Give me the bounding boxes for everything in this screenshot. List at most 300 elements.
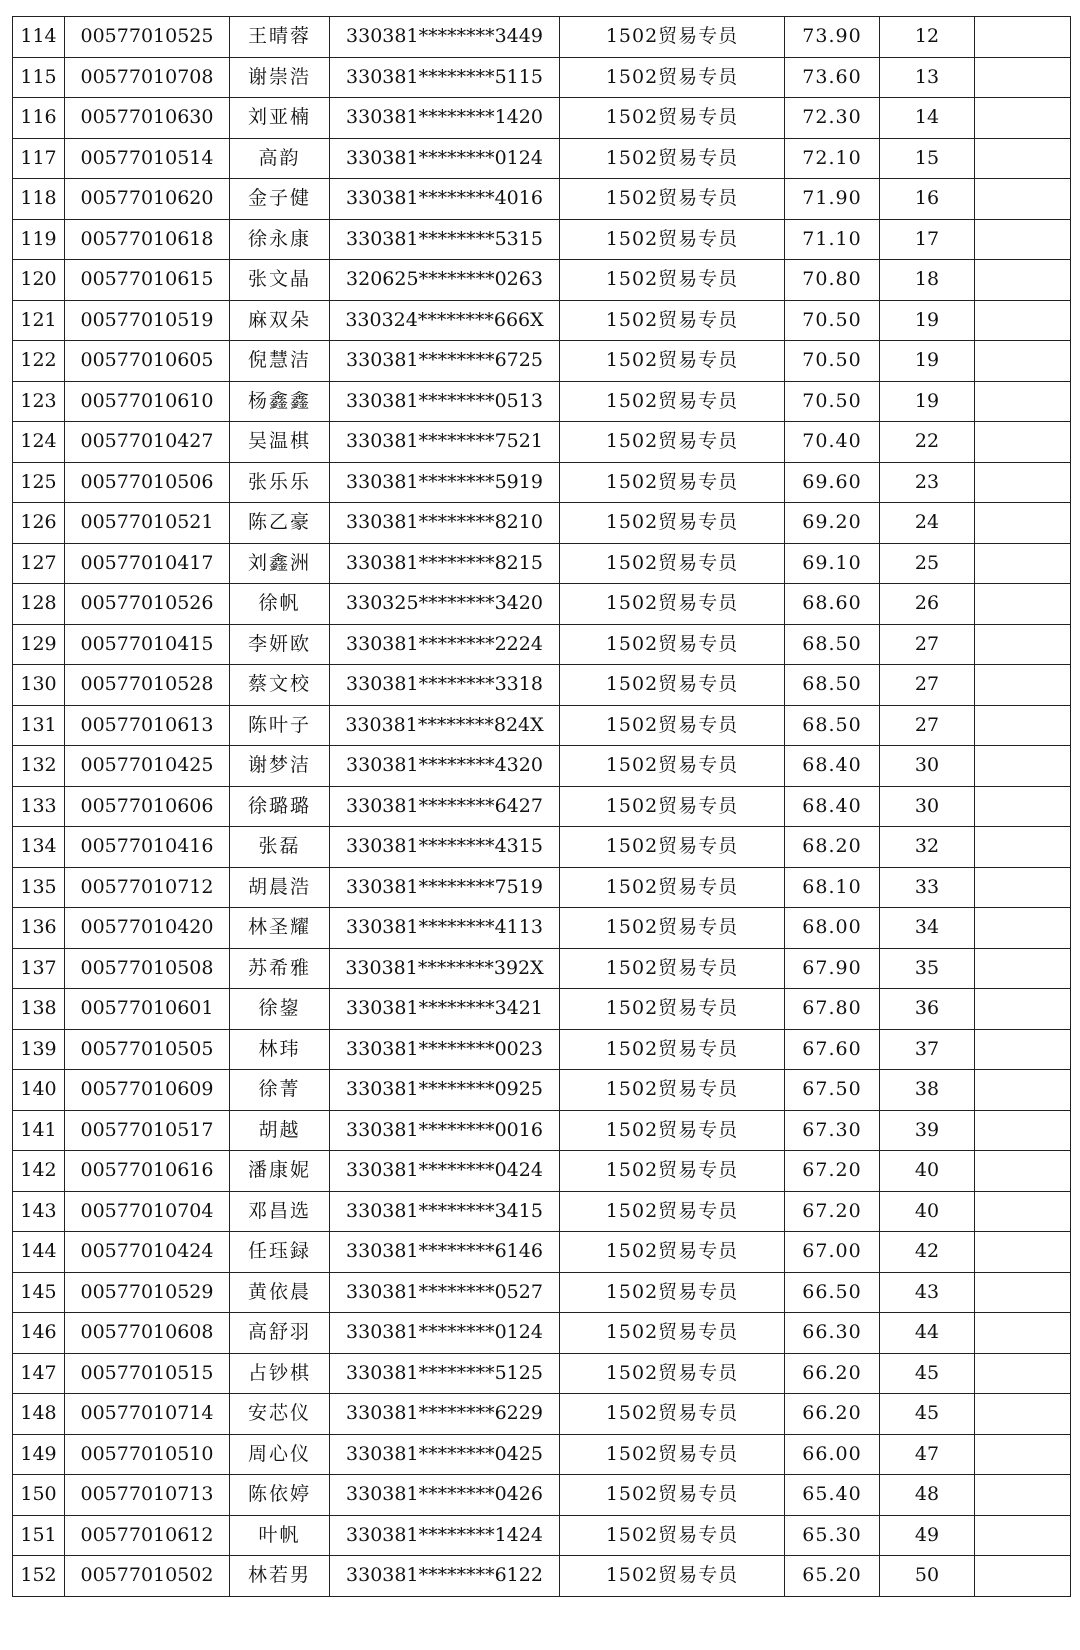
- exam-id-cell: 00577010529: [65, 1272, 230, 1313]
- candidate-name-cell: 蔡文校: [230, 665, 330, 706]
- rank-cell: 30: [880, 746, 975, 787]
- id-number-cell: 330324********666X: [330, 300, 560, 341]
- exam-id-cell: 00577010616: [65, 1151, 230, 1192]
- candidate-name-cell: 谢崇浩: [230, 57, 330, 98]
- position-cell: 1502贸易专员: [560, 867, 785, 908]
- position-cell: 1502贸易专员: [560, 1556, 785, 1597]
- table-row: [13, 1313, 1071, 1354]
- id-number-cell: 330381********2224: [330, 624, 560, 665]
- score-cell: 67.00: [785, 1232, 880, 1273]
- note-cell: [975, 908, 1071, 949]
- note-cell: [975, 1110, 1071, 1151]
- rank-cell: 35: [880, 948, 975, 989]
- table-row: [13, 786, 1071, 827]
- position-cell: 1502贸易专员: [560, 1353, 785, 1394]
- table-row: [13, 1394, 1071, 1435]
- id-number-cell: 330381********4315: [330, 827, 560, 868]
- row-number-cell: 151: [13, 1515, 65, 1556]
- note-cell: [975, 584, 1071, 625]
- row-number-cell: 139: [13, 1029, 65, 1070]
- exam-id-cell: 00577010425: [65, 746, 230, 787]
- score-cell: 68.20: [785, 827, 880, 868]
- rank-cell: 23: [880, 462, 975, 503]
- row-number-cell: 137: [13, 948, 65, 989]
- exam-id-cell: 00577010506: [65, 462, 230, 503]
- score-cell: 65.20: [785, 1556, 880, 1597]
- position-cell: 1502贸易专员: [560, 908, 785, 949]
- exam-id-cell: 00577010515: [65, 1353, 230, 1394]
- table-row: [13, 665, 1071, 706]
- candidate-name-cell: 王晴蓉: [230, 17, 330, 58]
- note-cell: [975, 948, 1071, 989]
- row-number-cell: 150: [13, 1475, 65, 1516]
- row-number-cell: 131: [13, 705, 65, 746]
- row-number-cell: 116: [13, 98, 65, 139]
- note-cell: [975, 1556, 1071, 1597]
- rank-cell: 50: [880, 1556, 975, 1597]
- score-cell: 67.50: [785, 1070, 880, 1111]
- table-row: [13, 462, 1071, 503]
- score-cell: 68.40: [785, 786, 880, 827]
- row-number-cell: 128: [13, 584, 65, 625]
- id-number-cell: 330381********0124: [330, 138, 560, 179]
- note-cell: [975, 705, 1071, 746]
- results-table-body: [13, 17, 1071, 1597]
- exam-id-cell: 00577010510: [65, 1434, 230, 1475]
- rank-cell: 17: [880, 219, 975, 260]
- rank-cell: 19: [880, 300, 975, 341]
- note-cell: [975, 1353, 1071, 1394]
- candidate-name-cell: 邓昌选: [230, 1191, 330, 1232]
- id-number-cell: 330381********3415: [330, 1191, 560, 1232]
- position-cell: 1502贸易专员: [560, 543, 785, 584]
- score-cell: 66.20: [785, 1353, 880, 1394]
- results-table: [12, 16, 1071, 1597]
- row-number-cell: 152: [13, 1556, 65, 1597]
- position-cell: 1502贸易专员: [560, 1515, 785, 1556]
- score-cell: 67.80: [785, 989, 880, 1030]
- id-number-cell: 330381********4113: [330, 908, 560, 949]
- rank-cell: 13: [880, 57, 975, 98]
- id-number-cell: 330381********5125: [330, 1353, 560, 1394]
- row-number-cell: 145: [13, 1272, 65, 1313]
- candidate-name-cell: 林若男: [230, 1556, 330, 1597]
- note-cell: [975, 17, 1071, 58]
- position-cell: 1502贸易专员: [560, 341, 785, 382]
- table-row: [13, 1151, 1071, 1192]
- candidate-name-cell: 刘亚楠: [230, 98, 330, 139]
- rank-cell: 40: [880, 1151, 975, 1192]
- position-cell: 1502贸易专员: [560, 503, 785, 544]
- note-cell: [975, 300, 1071, 341]
- row-number-cell: 136: [13, 908, 65, 949]
- row-number-cell: 115: [13, 57, 65, 98]
- note-cell: [975, 665, 1071, 706]
- score-cell: 68.50: [785, 665, 880, 706]
- exam-id-cell: 00577010420: [65, 908, 230, 949]
- id-number-cell: 330381********6427: [330, 786, 560, 827]
- id-number-cell: 330381********0513: [330, 381, 560, 422]
- position-cell: 1502贸易专员: [560, 1070, 785, 1111]
- id-number-cell: 330381********0925: [330, 1070, 560, 1111]
- row-number-cell: 117: [13, 138, 65, 179]
- exam-id-cell: 00577010618: [65, 219, 230, 260]
- row-number-cell: 138: [13, 989, 65, 1030]
- score-cell: 67.20: [785, 1191, 880, 1232]
- exam-id-cell: 00577010620: [65, 179, 230, 220]
- table-row: [13, 300, 1071, 341]
- row-number-cell: 114: [13, 17, 65, 58]
- id-number-cell: 330381********0016: [330, 1110, 560, 1151]
- id-number-cell: 330381********6229: [330, 1394, 560, 1435]
- exam-id-cell: 00577010415: [65, 624, 230, 665]
- candidate-name-cell: 刘鑫洲: [230, 543, 330, 584]
- id-number-cell: 330381********6122: [330, 1556, 560, 1597]
- id-number-cell: 330381********0424: [330, 1151, 560, 1192]
- rank-cell: 45: [880, 1394, 975, 1435]
- candidate-name-cell: 李妍欧: [230, 624, 330, 665]
- id-number-cell: 330381********5115: [330, 57, 560, 98]
- table-row: [13, 422, 1071, 463]
- rank-cell: 37: [880, 1029, 975, 1070]
- id-number-cell: 330381********392X: [330, 948, 560, 989]
- exam-id-cell: 00577010606: [65, 786, 230, 827]
- position-cell: 1502贸易专员: [560, 1110, 785, 1151]
- position-cell: 1502贸易专员: [560, 422, 785, 463]
- exam-id-cell: 00577010427: [65, 422, 230, 463]
- candidate-name-cell: 张文晶: [230, 260, 330, 301]
- id-number-cell: 330381********5315: [330, 219, 560, 260]
- exam-id-cell: 00577010505: [65, 1029, 230, 1070]
- row-number-cell: 126: [13, 503, 65, 544]
- id-number-cell: 330381********0527: [330, 1272, 560, 1313]
- position-cell: 1502贸易专员: [560, 17, 785, 58]
- row-number-cell: 124: [13, 422, 65, 463]
- table-row: [13, 624, 1071, 665]
- score-cell: 71.10: [785, 219, 880, 260]
- exam-id-cell: 00577010601: [65, 989, 230, 1030]
- id-number-cell: 330381********5919: [330, 462, 560, 503]
- candidate-name-cell: 潘康妮: [230, 1151, 330, 1192]
- score-cell: 66.30: [785, 1313, 880, 1354]
- id-number-cell: 330381********6725: [330, 341, 560, 382]
- table-row: [13, 98, 1071, 139]
- exam-id-cell: 00577010514: [65, 138, 230, 179]
- table-row: [13, 948, 1071, 989]
- table-row: [13, 827, 1071, 868]
- rank-cell: 16: [880, 179, 975, 220]
- rank-cell: 39: [880, 1110, 975, 1151]
- score-cell: 70.40: [785, 422, 880, 463]
- table-row: [13, 1029, 1071, 1070]
- table-row: [13, 503, 1071, 544]
- position-cell: 1502贸易专员: [560, 746, 785, 787]
- row-number-cell: 135: [13, 867, 65, 908]
- exam-id-cell: 00577010608: [65, 1313, 230, 1354]
- note-cell: [975, 138, 1071, 179]
- id-number-cell: 330381********0425: [330, 1434, 560, 1475]
- candidate-name-cell: 叶帆: [230, 1515, 330, 1556]
- id-number-cell: 330381********3449: [330, 17, 560, 58]
- rank-cell: 24: [880, 503, 975, 544]
- note-cell: [975, 867, 1071, 908]
- rank-cell: 12: [880, 17, 975, 58]
- table-row: [13, 1232, 1071, 1273]
- rank-cell: 40: [880, 1191, 975, 1232]
- score-cell: 68.50: [785, 624, 880, 665]
- score-cell: 68.60: [785, 584, 880, 625]
- position-cell: 1502贸易专员: [560, 1232, 785, 1273]
- table-row: [13, 1191, 1071, 1232]
- position-cell: 1502贸易专员: [560, 1272, 785, 1313]
- candidate-name-cell: 林玮: [230, 1029, 330, 1070]
- rank-cell: 14: [880, 98, 975, 139]
- note-cell: [975, 341, 1071, 382]
- rank-cell: 48: [880, 1475, 975, 1516]
- table-row: [13, 219, 1071, 260]
- score-cell: 72.10: [785, 138, 880, 179]
- id-number-cell: 330381********3421: [330, 989, 560, 1030]
- note-cell: [975, 462, 1071, 503]
- candidate-name-cell: 徐鋆: [230, 989, 330, 1030]
- id-number-cell: 330381********0426: [330, 1475, 560, 1516]
- table-row: [13, 746, 1071, 787]
- note-cell: [975, 1191, 1071, 1232]
- rank-cell: 32: [880, 827, 975, 868]
- candidate-name-cell: 安芯仪: [230, 1394, 330, 1435]
- row-number-cell: 134: [13, 827, 65, 868]
- position-cell: 1502贸易专员: [560, 462, 785, 503]
- exam-id-cell: 00577010714: [65, 1394, 230, 1435]
- table-row: [13, 17, 1071, 58]
- position-cell: 1502贸易专员: [560, 624, 785, 665]
- candidate-name-cell: 占钞棋: [230, 1353, 330, 1394]
- table-row: [13, 584, 1071, 625]
- candidate-name-cell: 徐永康: [230, 219, 330, 260]
- candidate-name-cell: 周心仪: [230, 1434, 330, 1475]
- score-cell: 72.30: [785, 98, 880, 139]
- row-number-cell: 144: [13, 1232, 65, 1273]
- row-number-cell: 122: [13, 341, 65, 382]
- exam-id-cell: 00577010615: [65, 260, 230, 301]
- position-cell: 1502贸易专员: [560, 300, 785, 341]
- position-cell: 1502贸易专员: [560, 948, 785, 989]
- rank-cell: 43: [880, 1272, 975, 1313]
- exam-id-cell: 00577010713: [65, 1475, 230, 1516]
- row-number-cell: 143: [13, 1191, 65, 1232]
- id-number-cell: 320625********0263: [330, 260, 560, 301]
- rank-cell: 38: [880, 1070, 975, 1111]
- row-number-cell: 149: [13, 1434, 65, 1475]
- exam-id-cell: 00577010708: [65, 57, 230, 98]
- rank-cell: 19: [880, 381, 975, 422]
- rank-cell: 34: [880, 908, 975, 949]
- position-cell: 1502贸易专员: [560, 1029, 785, 1070]
- score-cell: 70.80: [785, 260, 880, 301]
- exam-id-cell: 00577010417: [65, 543, 230, 584]
- candidate-name-cell: 徐菁: [230, 1070, 330, 1111]
- table-row: [13, 908, 1071, 949]
- exam-id-cell: 00577010525: [65, 17, 230, 58]
- note-cell: [975, 381, 1071, 422]
- id-number-cell: 330381********3318: [330, 665, 560, 706]
- row-number-cell: 148: [13, 1394, 65, 1435]
- candidate-name-cell: 张磊: [230, 827, 330, 868]
- exam-id-cell: 00577010424: [65, 1232, 230, 1273]
- exam-id-cell: 00577010609: [65, 1070, 230, 1111]
- position-cell: 1502贸易专员: [560, 219, 785, 260]
- candidate-name-cell: 倪慧洁: [230, 341, 330, 382]
- table-row: [13, 341, 1071, 382]
- candidate-name-cell: 杨鑫鑫: [230, 381, 330, 422]
- exam-id-cell: 00577010704: [65, 1191, 230, 1232]
- note-cell: [975, 98, 1071, 139]
- note-cell: [975, 1313, 1071, 1354]
- candidate-name-cell: 苏希雅: [230, 948, 330, 989]
- note-cell: [975, 786, 1071, 827]
- score-cell: 66.50: [785, 1272, 880, 1313]
- score-cell: 69.20: [785, 503, 880, 544]
- note-cell: [975, 503, 1071, 544]
- table-row: [13, 179, 1071, 220]
- candidate-name-cell: 谢梦洁: [230, 746, 330, 787]
- table-row: [13, 138, 1071, 179]
- score-cell: 70.50: [785, 300, 880, 341]
- row-number-cell: 140: [13, 1070, 65, 1111]
- rank-cell: 19: [880, 341, 975, 382]
- score-cell: 73.90: [785, 17, 880, 58]
- results-table-container: [12, 16, 1070, 1597]
- id-number-cell: 330381********7519: [330, 867, 560, 908]
- table-row: [13, 1475, 1071, 1516]
- id-number-cell: 330381********824X: [330, 705, 560, 746]
- rank-cell: 26: [880, 584, 975, 625]
- id-number-cell: 330325********3420: [330, 584, 560, 625]
- rank-cell: 47: [880, 1434, 975, 1475]
- note-cell: [975, 624, 1071, 665]
- position-cell: 1502贸易专员: [560, 1434, 785, 1475]
- score-cell: 67.90: [785, 948, 880, 989]
- row-number-cell: 118: [13, 179, 65, 220]
- table-row: [13, 1515, 1071, 1556]
- exam-id-cell: 00577010605: [65, 341, 230, 382]
- position-cell: 1502贸易专员: [560, 1394, 785, 1435]
- candidate-name-cell: 麻双朵: [230, 300, 330, 341]
- candidate-name-cell: 黄依晨: [230, 1272, 330, 1313]
- exam-id-cell: 00577010416: [65, 827, 230, 868]
- position-cell: 1502贸易专员: [560, 179, 785, 220]
- exam-id-cell: 00577010612: [65, 1515, 230, 1556]
- note-cell: [975, 1232, 1071, 1273]
- score-cell: 68.40: [785, 746, 880, 787]
- row-number-cell: 120: [13, 260, 65, 301]
- candidate-name-cell: 陈乙豪: [230, 503, 330, 544]
- score-cell: 67.20: [785, 1151, 880, 1192]
- position-cell: 1502贸易专员: [560, 260, 785, 301]
- candidate-name-cell: 陈依婷: [230, 1475, 330, 1516]
- table-row: [13, 381, 1071, 422]
- note-cell: [975, 1029, 1071, 1070]
- id-number-cell: 330381********6146: [330, 1232, 560, 1273]
- score-cell: 67.60: [785, 1029, 880, 1070]
- row-number-cell: 133: [13, 786, 65, 827]
- id-number-cell: 330381********0023: [330, 1029, 560, 1070]
- table-row: [13, 1556, 1071, 1597]
- row-number-cell: 147: [13, 1353, 65, 1394]
- row-number-cell: 119: [13, 219, 65, 260]
- candidate-name-cell: 胡晨浩: [230, 867, 330, 908]
- table-row: [13, 1110, 1071, 1151]
- exam-id-cell: 00577010517: [65, 1110, 230, 1151]
- score-cell: 68.10: [785, 867, 880, 908]
- id-number-cell: 330381********7521: [330, 422, 560, 463]
- rank-cell: 30: [880, 786, 975, 827]
- rank-cell: 42: [880, 1232, 975, 1273]
- rank-cell: 27: [880, 705, 975, 746]
- row-number-cell: 141: [13, 1110, 65, 1151]
- position-cell: 1502贸易专员: [560, 1151, 785, 1192]
- candidate-name-cell: 高韵: [230, 138, 330, 179]
- score-cell: 70.50: [785, 381, 880, 422]
- candidate-name-cell: 任珏録: [230, 1232, 330, 1273]
- row-number-cell: 123: [13, 381, 65, 422]
- table-row: [13, 1353, 1071, 1394]
- id-number-cell: 330381********8210: [330, 503, 560, 544]
- table-row: [13, 1272, 1071, 1313]
- candidate-name-cell: 林圣耀: [230, 908, 330, 949]
- candidate-name-cell: 吴温棋: [230, 422, 330, 463]
- score-cell: 69.60: [785, 462, 880, 503]
- row-number-cell: 125: [13, 462, 65, 503]
- note-cell: [975, 827, 1071, 868]
- id-number-cell: 330381********1420: [330, 98, 560, 139]
- score-cell: 68.50: [785, 705, 880, 746]
- position-cell: 1502贸易专员: [560, 665, 785, 706]
- rank-cell: 15: [880, 138, 975, 179]
- rank-cell: 18: [880, 260, 975, 301]
- rank-cell: 49: [880, 1515, 975, 1556]
- note-cell: [975, 1515, 1071, 1556]
- row-number-cell: 142: [13, 1151, 65, 1192]
- note-cell: [975, 1434, 1071, 1475]
- table-row: [13, 1434, 1071, 1475]
- candidate-name-cell: 徐璐璐: [230, 786, 330, 827]
- candidate-name-cell: 徐帆: [230, 584, 330, 625]
- rank-cell: 44: [880, 1313, 975, 1354]
- note-cell: [975, 1272, 1071, 1313]
- exam-id-cell: 00577010521: [65, 503, 230, 544]
- exam-id-cell: 00577010508: [65, 948, 230, 989]
- score-cell: 65.30: [785, 1515, 880, 1556]
- rank-cell: 27: [880, 624, 975, 665]
- candidate-name-cell: 陈叶子: [230, 705, 330, 746]
- score-cell: 66.00: [785, 1434, 880, 1475]
- table-row: [13, 260, 1071, 301]
- note-cell: [975, 543, 1071, 584]
- position-cell: 1502贸易专员: [560, 786, 785, 827]
- row-number-cell: 121: [13, 300, 65, 341]
- id-number-cell: 330381********8215: [330, 543, 560, 584]
- candidate-name-cell: 张乐乐: [230, 462, 330, 503]
- rank-cell: 25: [880, 543, 975, 584]
- note-cell: [975, 1070, 1071, 1111]
- row-number-cell: 130: [13, 665, 65, 706]
- position-cell: 1502贸易专员: [560, 827, 785, 868]
- candidate-name-cell: 金子健: [230, 179, 330, 220]
- position-cell: 1502贸易专员: [560, 584, 785, 625]
- exam-id-cell: 00577010630: [65, 98, 230, 139]
- note-cell: [975, 260, 1071, 301]
